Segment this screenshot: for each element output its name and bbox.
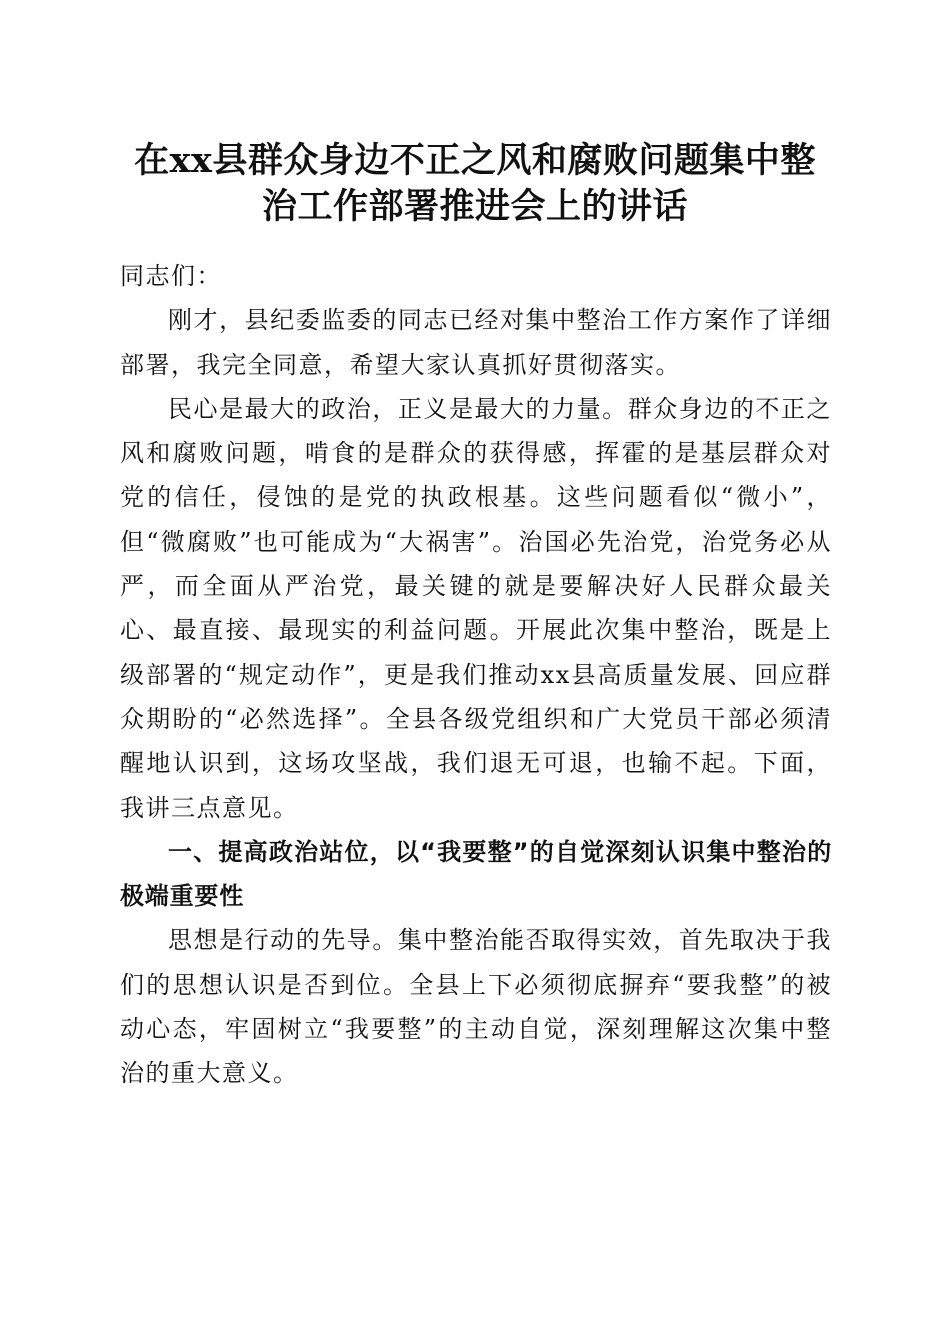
title-line-2: 治工作部署推进会上的讲话 — [261, 186, 688, 227]
document-body — [120, 254, 832, 1096]
salutation: 同志们： — [120, 262, 222, 290]
paragraph-2: 民心是最大的政治，正义是最大的力量。群众身边的不正之风和腐败问题，啃食的是群众的获得感，挥霍的是基层群众对党的信任，侵蚀的是党的执政根基。这些问题看似“微小”，但“微腐败”也可能成为“大祸害”。治国必先治党，治党务必从严，而全面从严治党，最关键的就是要解决好人民群众最关心、最直接、最现实的利益问题。开展此次集中整治，既是上级部署的“规定动作”，更是我们推动xx县高质量发展、回应群众期盼的“必然选择”。全县各级党组织和广大党员干部必须清醒地认识到，这场攻坚战，我们退无可退，也输不起。下面，我讲三点意见。 — [120, 394, 832, 822]
document-title — [100, 138, 850, 230]
title-line-1: 在xx县群众身边不正之风和腐败问题集中整 — [134, 140, 816, 181]
paragraph-1: 刚才，县纪委监委的同志已经对集中整治工作方案作了详细部署，我完全同意，希望大家认真抓好贯彻落实。 — [120, 306, 832, 379]
section-1-paragraph: 思想是行动的先导。集中整治能否取得实效，首先取决于我们的思想认识是否到位。全县上下必须彻底摒弃“要我整”的被动心态，牢固树立“我要整”的主动自觉，深刻理解这次集中整治的重大意义。 — [120, 926, 832, 1088]
section-1-heading: 一、提高政治站位，以“我要整”的自觉深刻认识集中整治的极端重要性 — [120, 837, 832, 911]
